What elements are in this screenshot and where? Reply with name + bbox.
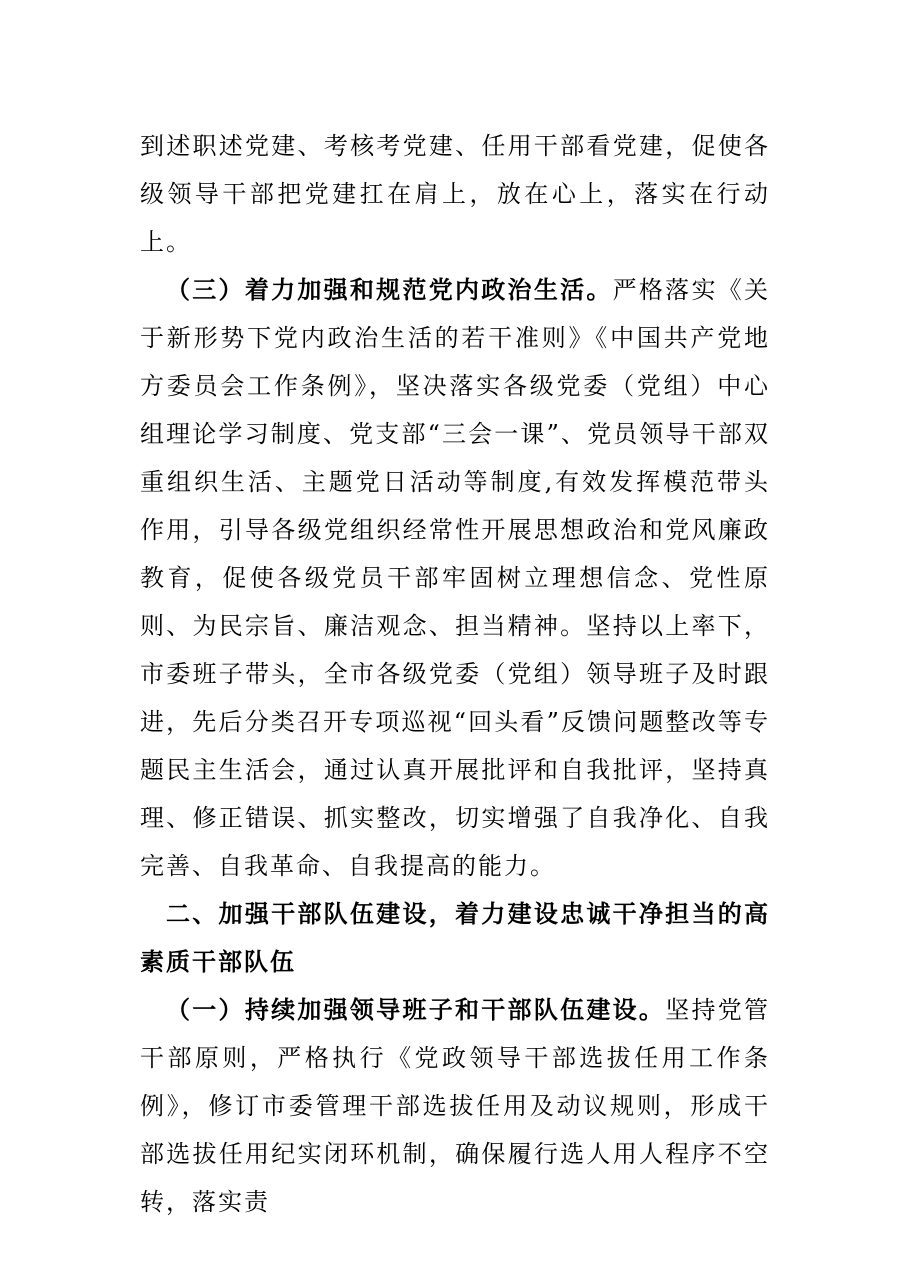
paragraph-section-3	[140, 266, 770, 890]
paragraph-text: 坚持党管干部原则，严格执行《党政领导干部选拔任用工作条例》，修订市委管理干部选拔任用及动议规则，形成干部选拔任用纪实闭环机制，确保履行选人用人程序不空转，落实责	[140, 996, 771, 1216]
paragraph-lead-heading: （三）着力加强和规范党内政治生活。	[166, 276, 613, 304]
paragraph-lead-heading: （一）持续加强领导班子和干部队伍建设。	[166, 996, 666, 1024]
document-body	[140, 122, 770, 1226]
paragraph-text: 严格落实《关于新形势下党内政治生活的若干准则》《中国共产党地方委员会工作条例》，坚决落实各级党委（党组）中心组理论学习制度、党支部“三会一课”、党员领导干部双重组织生活、主题党日活动等制度,有效发挥模范带头作用，引导各级党组织经常性开展思想政治和党风廉政教育，促使各级党员干部牢固树立理想信念、党性原则、为民宗旨、廉洁观念、担当精神。坚持以上率下，市委班子带头，全市各级党委（党组）领导班子及时跟进，先后分类召开专项巡视“回头看”反馈问题整改等专题民主生活会，通过认真开展批评和自我批评，坚持真理、修正错误、抓实整改，切实增强了自我净化、自我完善、自我革命、自我提高的能力。	[140, 276, 771, 880]
paragraph-subsection-1	[140, 986, 770, 1226]
paragraph-text: 到述职述党建、考核考党建、任用干部看党建，促使各级领导干部把党建扛在肩上，放在心上，落实在行动上。	[140, 132, 770, 256]
section-heading-2: 二、加强干部队伍建设，着力建设忠诚干净担当的高素质干部队伍	[140, 900, 770, 976]
paragraph-continuation	[140, 122, 770, 266]
